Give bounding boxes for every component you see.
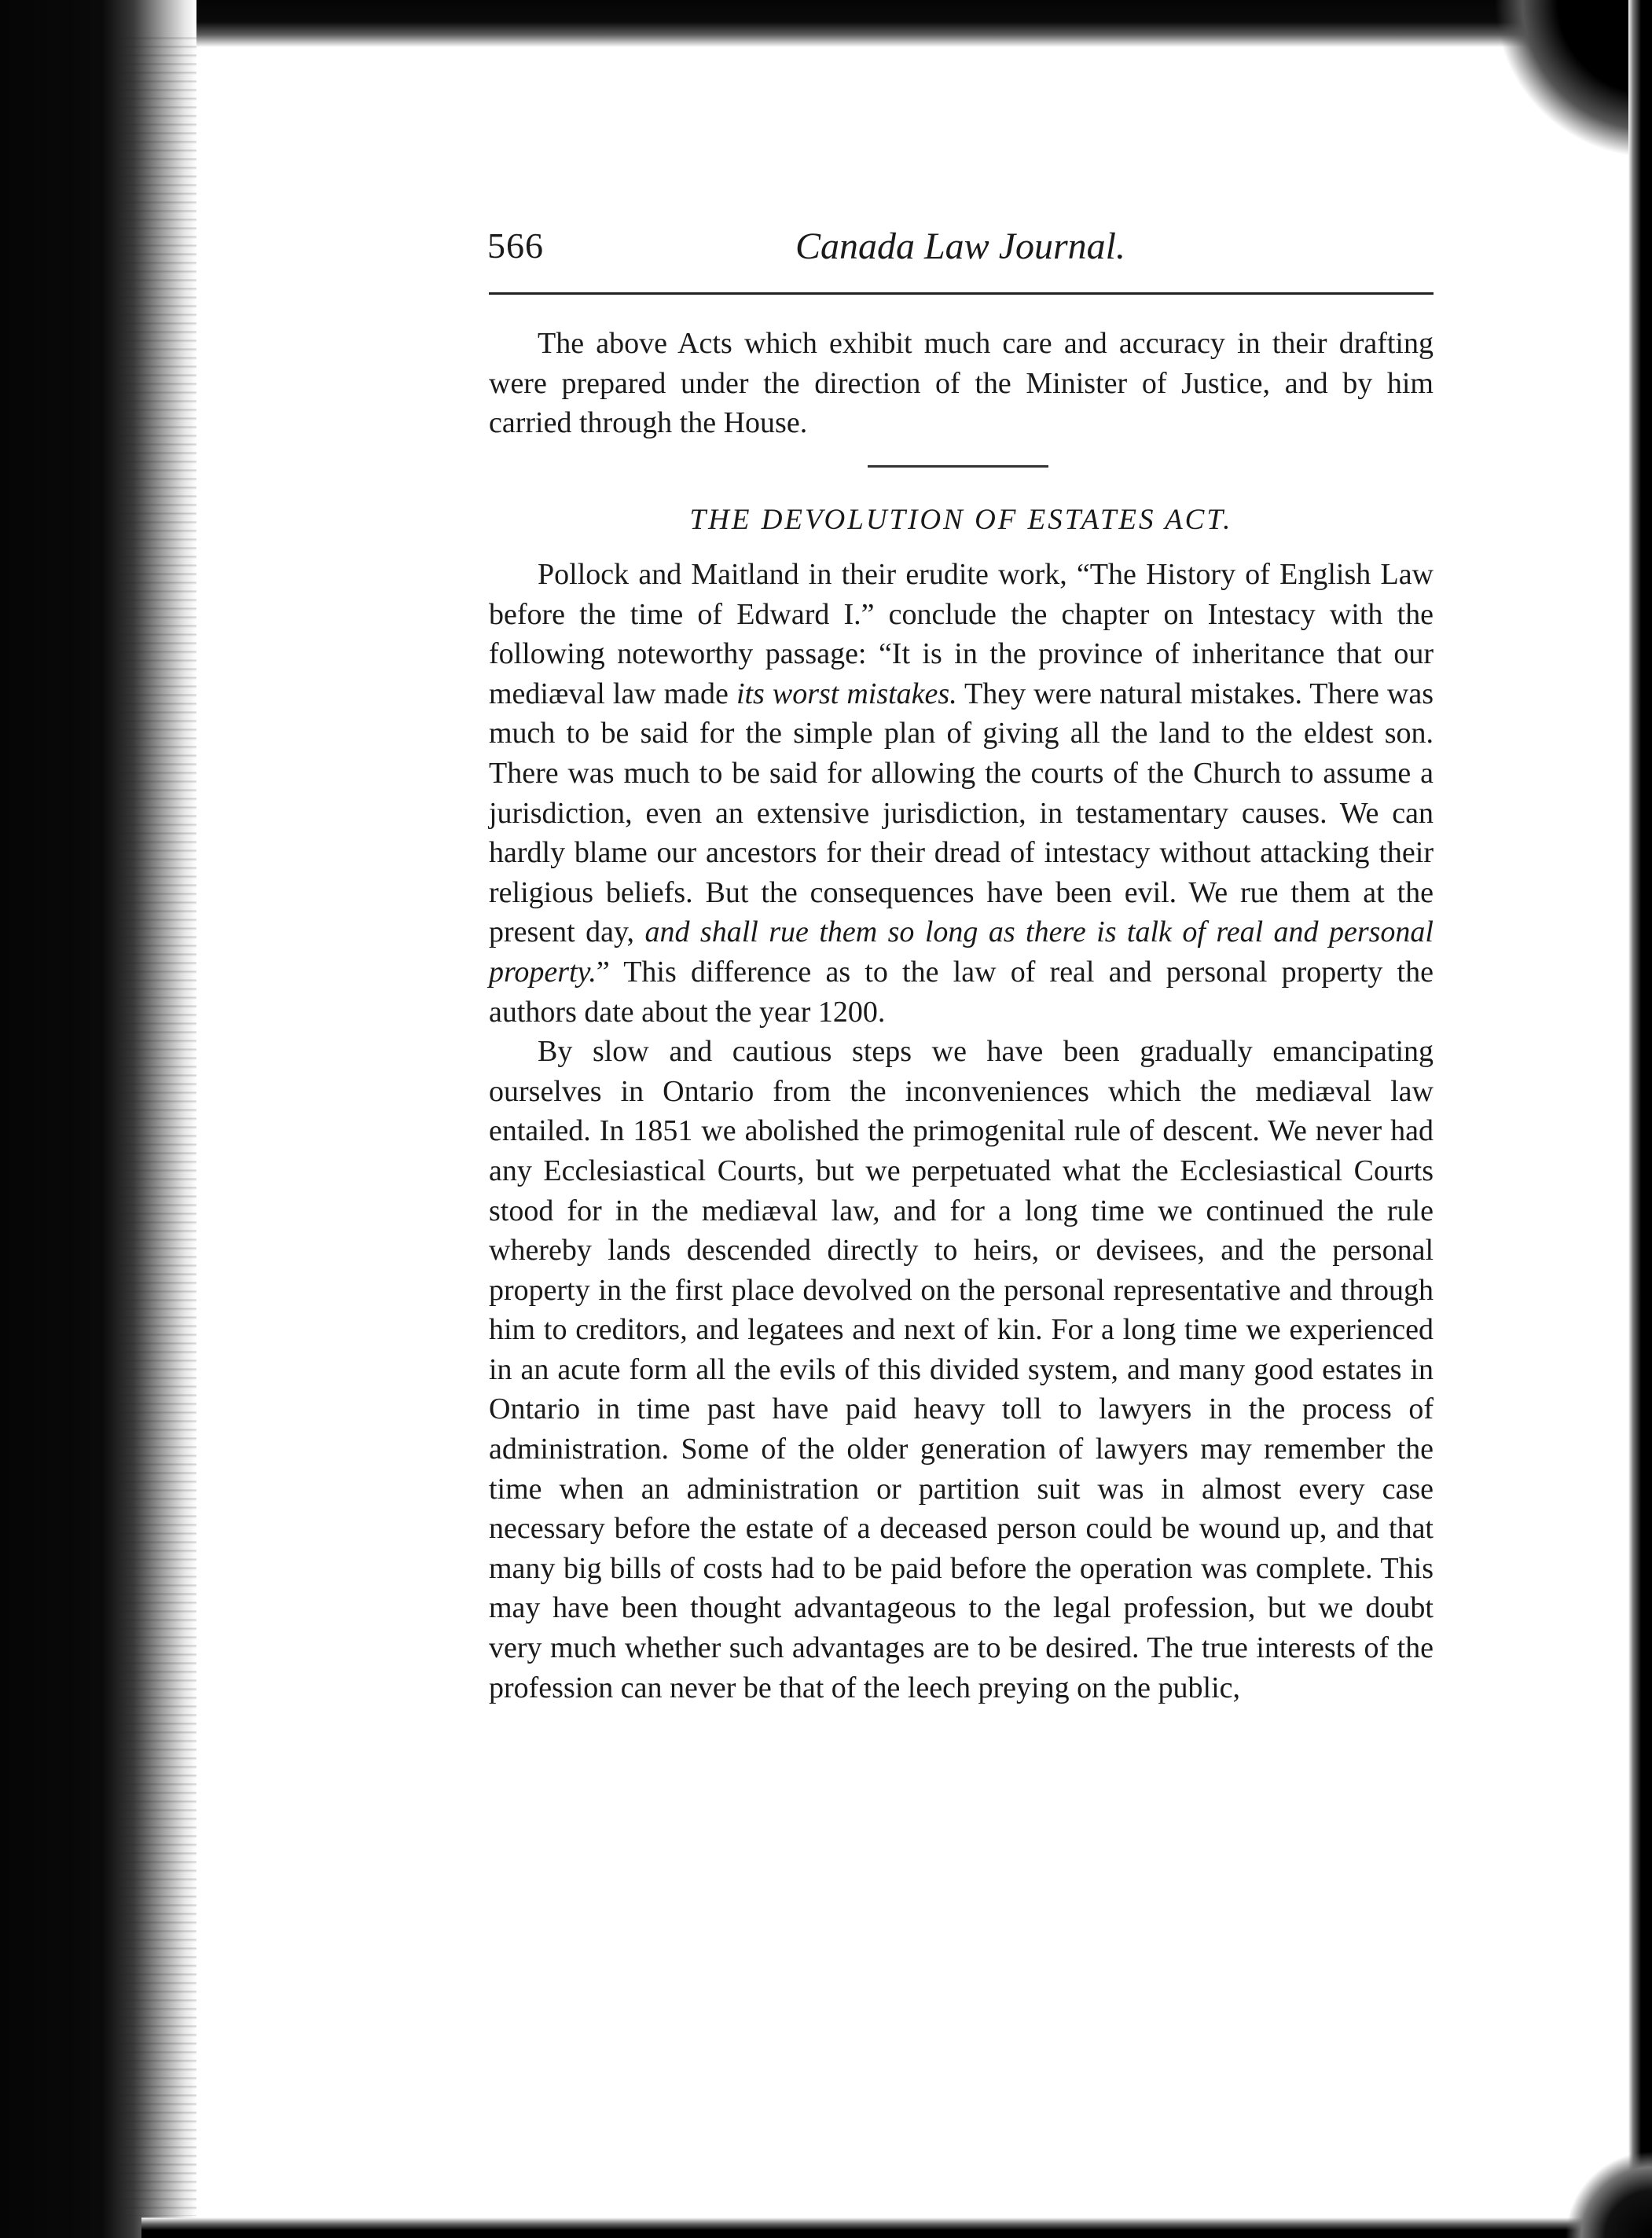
page-header xyxy=(487,225,1434,288)
journal-title: Canada Law Journal. xyxy=(795,226,1126,267)
main-text xyxy=(489,555,1434,1708)
page-number: 566 xyxy=(487,226,544,266)
paragraph-1-text-b: They were natural mistakes. There was much to be said for the simple plan of giving all the land to the eldest son. There was much to be said for allowing the courts of the Church to assume a jurisdiction, even an extensive jurisdiction, in testamentary causes. We can hardly blame our ancestors for their dread of intestacy without attacking their religious beliefs. But the consequences have been evil. We rue them at the present day, xyxy=(489,677,1434,949)
intro-paragraph: The above Acts which exhibit much care and accuracy in their drafting were prepared under the direction of the Minister of Justice, and by him carried through the House. xyxy=(489,327,1434,440)
paragraph-1-emphasis-1: its worst mistakes. xyxy=(736,677,957,710)
paragraph-1-text-a: Pollock and Maitland in their erudite work, “The History of English Law before the time of Edward I.” conclude the chapter on Intestacy with the following noteworthy passage: “It is in the province of inheritance that our mediæval law made xyxy=(489,558,1434,710)
paragraph-1 xyxy=(489,555,1434,1032)
section-separator xyxy=(868,465,1048,468)
scan-bottom-border xyxy=(141,2218,1652,2238)
section-title: THE DEVOLUTION OF ESTATES ACT. xyxy=(689,504,1233,536)
scan-left-streaks xyxy=(118,31,204,2216)
scan-bottom-corner xyxy=(1518,2152,1652,2238)
paragraph-2: By slow and cautious steps we have been gradually emancipating ourselves in Ontario from the inconveniences which the mediæval law entailed. In 1851 we abolished the primogenital rule of descent. We never had any Ecclesiastical Courts, but we perpetuated what the Ecclesiastical Courts stood for in the mediæval law, and for a long time we continued the rule whereby lands descended directly to heirs, or devisees, and the personal property in the first place devolved on the personal representative and through him to creditors, and legatees and next of kin. For a long time we experienced in an acute form all the evils of this divided system, and many good estates in Ontario in time past have paid heavy toll to lawyers in the process of administration. Some of the older generation of lawyers may remember the time when an administration or partition suit was in almost every case necessary before the estate of a deceased person could be wound up, and that many big bills of costs had to be paid before the operation was complete. This may have been thought advantageous to the legal profession, but we doubt very much whether such advantages are to be desired. The true interests of the profession can never be that of the leech preying on the public, xyxy=(489,1035,1434,1704)
paragraph-1-emphasis-2: and shall rue them so long as there is talk of real and personal property. xyxy=(489,915,1434,989)
scan-top-border xyxy=(196,0,1652,47)
intro-block xyxy=(489,324,1434,443)
header-rule xyxy=(489,292,1434,295)
scan-right-border xyxy=(1628,0,1652,2238)
paragraph-1-text-c: ” This difference as to the law of real and personal property the authors date about the year 1200. xyxy=(489,955,1434,1029)
